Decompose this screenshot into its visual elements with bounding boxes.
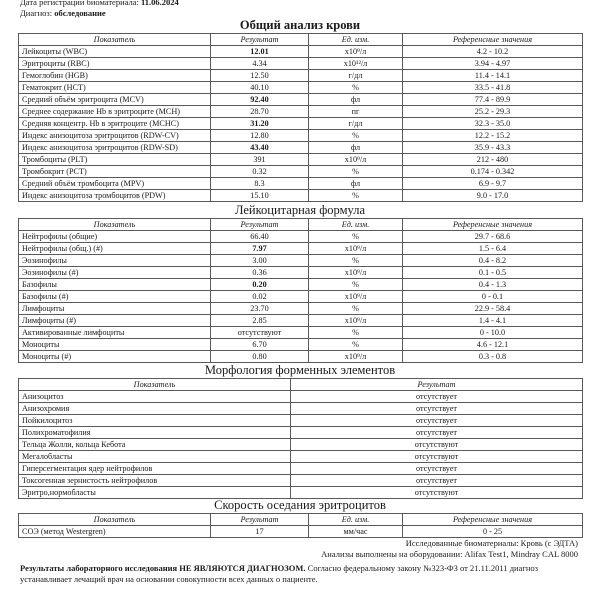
parameter-name: Нейтрофилы (общие) bbox=[19, 231, 211, 243]
esr-table bbox=[18, 513, 583, 538]
result-value: 92.40 bbox=[211, 94, 309, 106]
result-value: отсутствует bbox=[291, 475, 583, 487]
parameter-name: Гематокрит (HCT) bbox=[19, 82, 211, 94]
table-row bbox=[19, 327, 583, 339]
table-row bbox=[19, 166, 583, 178]
column-header: Ед. изм. bbox=[309, 514, 403, 526]
table-row bbox=[19, 526, 583, 538]
biomaterial-note: Исследованные биоматериалы: Кровь (с ЭДТА) bbox=[405, 538, 578, 548]
reference-range: 77.4 - 89.9 bbox=[403, 94, 583, 106]
parameter-name: Среднее содержание Hb в эритроците (MCH) bbox=[19, 106, 211, 118]
parameter-name: Средний объём эритроцита (MCV) bbox=[19, 94, 211, 106]
result-value: отсутствуют bbox=[211, 327, 309, 339]
reference-range: 0.174 - 0.342 bbox=[403, 166, 583, 178]
column-header: Ед. изм. bbox=[309, 219, 403, 231]
column-header: Результат bbox=[291, 379, 583, 391]
parameter-name: Тромбокрит (PCT) bbox=[19, 166, 211, 178]
table-row bbox=[19, 391, 583, 403]
disclaimer-line2: устанавливает лечащий врач на основании совокупности всех данных о пациенте. bbox=[20, 574, 318, 584]
parameter-name: Моноциты (#) bbox=[19, 351, 211, 363]
table-row bbox=[19, 70, 583, 82]
column-header: Референсные значения bbox=[403, 34, 583, 46]
disclaimer-line1: Результаты лабораторного исследования НЕ ЯВЛЯЮТСЯ ДИАГНОЗОМ. Согласно федеральному закону №323-ФЗ от 21.11.2011 диагноз bbox=[20, 563, 539, 573]
column-header: Результат bbox=[211, 34, 309, 46]
parameter-name: Средняя концентр. Hb в эритроците (MCHC) bbox=[19, 118, 211, 130]
table-row bbox=[19, 351, 583, 363]
result-value: 7.97 bbox=[211, 243, 309, 255]
parameter-name: Эритроциты (RBC) bbox=[19, 58, 211, 70]
unit: фл bbox=[309, 178, 403, 190]
parameter-name: Лимфоциты (#) bbox=[19, 315, 211, 327]
column-header: Результат bbox=[211, 514, 309, 526]
unit: % bbox=[309, 255, 403, 267]
reference-range: 11.4 - 14.1 bbox=[403, 70, 583, 82]
result-value: 15.10 bbox=[211, 190, 309, 202]
differential-title: Лейкоцитарная формула bbox=[234, 203, 366, 217]
result-value: 43.40 bbox=[211, 142, 309, 154]
table-header-row bbox=[19, 34, 583, 46]
result-value: 12.80 bbox=[211, 130, 309, 142]
parameter-name: Анизохромия bbox=[19, 403, 291, 415]
result-value: 66.40 bbox=[211, 231, 309, 243]
parameter-name: Индекс анизоцитоза эритроцитов (RDW-CV) bbox=[19, 130, 211, 142]
parameter-name: Токсогенная зернистость нейтрофилов bbox=[19, 475, 291, 487]
result-value: 0.32 bbox=[211, 166, 309, 178]
table-row bbox=[19, 451, 583, 463]
parameter-name: Базофилы (#) bbox=[19, 291, 211, 303]
table-row bbox=[19, 475, 583, 487]
unit: г/дл bbox=[309, 118, 403, 130]
unit: x10⁹/л bbox=[309, 46, 403, 58]
parameter-name: Пойкилоцитоз bbox=[19, 415, 291, 427]
table-row bbox=[19, 243, 583, 255]
result-value: 3.00 bbox=[211, 255, 309, 267]
column-header: Референсные значения bbox=[403, 514, 583, 526]
parameter-name: Активированные лимфоциты bbox=[19, 327, 211, 339]
table-row bbox=[19, 463, 583, 475]
unit: x10⁹/л bbox=[309, 315, 403, 327]
table-row bbox=[19, 118, 583, 130]
table-row bbox=[19, 231, 583, 243]
result-value: 17 bbox=[211, 526, 309, 538]
unit: % bbox=[309, 339, 403, 351]
result-value: отсутствуют bbox=[291, 487, 583, 499]
reference-range: 32.3 - 35.0 bbox=[403, 118, 583, 130]
reference-range: 33.5 - 41.8 bbox=[403, 82, 583, 94]
column-header: Показатель bbox=[19, 379, 291, 391]
unit: x10⁹/л bbox=[309, 291, 403, 303]
parameter-name: Эозинофилы bbox=[19, 255, 211, 267]
table-row bbox=[19, 427, 583, 439]
unit: % bbox=[309, 327, 403, 339]
reference-range: 4.2 - 10.2 bbox=[403, 46, 583, 58]
diagnosis: Диагноз: обследование bbox=[20, 8, 106, 18]
parameter-name: Индекс анизоцитоза эритроцитов (RDW-SD) bbox=[19, 142, 211, 154]
reference-range: 1.4 - 4.1 bbox=[403, 315, 583, 327]
unit: % bbox=[309, 190, 403, 202]
parameter-name: Лейкоциты (WBC) bbox=[19, 46, 211, 58]
reference-range: 212 - 480 bbox=[403, 154, 583, 166]
unit: x10¹²/л bbox=[309, 58, 403, 70]
reference-range: 12.2 - 15.2 bbox=[403, 130, 583, 142]
result-value: 40.10 bbox=[211, 82, 309, 94]
table-row bbox=[19, 303, 583, 315]
reference-range: 0.4 - 1.3 bbox=[403, 279, 583, 291]
table-row bbox=[19, 315, 583, 327]
reference-range: 3.94 - 4.97 bbox=[403, 58, 583, 70]
unit: г/дл bbox=[309, 70, 403, 82]
unit: % bbox=[309, 303, 403, 315]
table-row bbox=[19, 279, 583, 291]
table-row bbox=[19, 130, 583, 142]
parameter-name: Мегалобласты bbox=[19, 451, 291, 463]
registration-date: Дата регистрации биоматериала: 11.06.2024 bbox=[20, 0, 179, 7]
reference-range: 35.9 - 43.3 bbox=[403, 142, 583, 154]
table-header-row bbox=[19, 379, 583, 391]
result-value: отсутствует bbox=[291, 427, 583, 439]
parameter-name: Эозинофилы (#) bbox=[19, 267, 211, 279]
reference-range: 1.5 - 6.4 bbox=[403, 243, 583, 255]
parameter-name: Базофилы bbox=[19, 279, 211, 291]
column-header: Показатель bbox=[19, 514, 211, 526]
result-value: 391 bbox=[211, 154, 309, 166]
result-value: 6.70 bbox=[211, 339, 309, 351]
parameter-name: Средний объём тромбоцита (MPV) bbox=[19, 178, 211, 190]
unit: % bbox=[309, 166, 403, 178]
result-value: отсутствует bbox=[291, 415, 583, 427]
unit: % bbox=[309, 231, 403, 243]
result-value: 0.20 bbox=[211, 279, 309, 291]
parameter-name: СОЭ (метод Westergren) bbox=[19, 526, 211, 538]
unit: % bbox=[309, 82, 403, 94]
table-row bbox=[19, 94, 583, 106]
column-header: Референсные значения bbox=[403, 219, 583, 231]
reference-range: 0 - 25 bbox=[403, 526, 583, 538]
reference-range: 29.7 - 68.6 bbox=[403, 231, 583, 243]
column-header: Показатель bbox=[19, 34, 211, 46]
reference-range: 0.1 - 0.5 bbox=[403, 267, 583, 279]
column-header: Ед. изм. bbox=[309, 34, 403, 46]
parameter-name: Лимфоциты bbox=[19, 303, 211, 315]
result-value: 28.70 bbox=[211, 106, 309, 118]
result-value: отсутствует bbox=[291, 391, 583, 403]
parameter-name: Анизоцитоз bbox=[19, 391, 291, 403]
parameter-name: Гемоглобин (HGB) bbox=[19, 70, 211, 82]
reference-range: 9.0 - 17.0 bbox=[403, 190, 583, 202]
result-value: 12.01 bbox=[211, 46, 309, 58]
reference-range: 0 - 0.1 bbox=[403, 291, 583, 303]
result-value: 31.20 bbox=[211, 118, 309, 130]
result-value: 0.80 bbox=[211, 351, 309, 363]
reference-range: 0 - 10.0 bbox=[403, 327, 583, 339]
unit: x10⁹/л bbox=[309, 154, 403, 166]
result-value: 12.50 bbox=[211, 70, 309, 82]
result-value: отсутствуют bbox=[291, 451, 583, 463]
esr-title: Скорость оседания эритроцитов bbox=[214, 498, 386, 512]
column-header: Показатель bbox=[19, 219, 211, 231]
table-row bbox=[19, 439, 583, 451]
table-row bbox=[19, 487, 583, 499]
cbc-table bbox=[18, 33, 583, 202]
table-row bbox=[19, 267, 583, 279]
table-row bbox=[19, 291, 583, 303]
result-value: 23.70 bbox=[211, 303, 309, 315]
table-row bbox=[19, 190, 583, 202]
result-value: отсутствует bbox=[291, 403, 583, 415]
table-row bbox=[19, 403, 583, 415]
equipment-note: Анализы выполнены на оборудовании: Alifax Test1, Mindray CAL 8000 bbox=[321, 549, 578, 559]
reference-range: 4.6 - 12.1 bbox=[403, 339, 583, 351]
reference-range: 6.9 - 9.7 bbox=[403, 178, 583, 190]
unit: мм/час bbox=[309, 526, 403, 538]
parameter-name: Гиперсегментация ядер нейтрофилов bbox=[19, 463, 291, 475]
column-header: Результат bbox=[211, 219, 309, 231]
parameter-name: Моноциты bbox=[19, 339, 211, 351]
table-row bbox=[19, 58, 583, 70]
unit: % bbox=[309, 279, 403, 291]
table-row bbox=[19, 106, 583, 118]
table-row bbox=[19, 178, 583, 190]
reference-range: 0.3 - 0.8 bbox=[403, 351, 583, 363]
table-row bbox=[19, 255, 583, 267]
parameter-name: Нейтрофилы (общ.) (#) bbox=[19, 243, 211, 255]
table-row bbox=[19, 154, 583, 166]
reference-range: 0.4 - 8.2 bbox=[403, 255, 583, 267]
parameter-name: Тельца Жолли, кольца Кебота bbox=[19, 439, 291, 451]
parameter-name: Тромбоциты (PLT) bbox=[19, 154, 211, 166]
reference-range: 25.2 - 29.3 bbox=[403, 106, 583, 118]
unit: x10⁹/л bbox=[309, 351, 403, 363]
parameter-name: Эритро,нормобласты bbox=[19, 487, 291, 499]
differential-table bbox=[18, 218, 583, 363]
result-value: 0.36 bbox=[211, 267, 309, 279]
cbc-title: Общий анализ крови bbox=[239, 18, 361, 32]
result-value: 8.3 bbox=[211, 178, 309, 190]
result-value: отсутствует bbox=[291, 463, 583, 475]
table-header-row bbox=[19, 219, 583, 231]
unit: фл bbox=[309, 142, 403, 154]
result-value: 0.02 bbox=[211, 291, 309, 303]
morphology-title: Морфология форменных элементов bbox=[204, 363, 396, 377]
morphology-table bbox=[18, 378, 583, 499]
unit: % bbox=[309, 130, 403, 142]
parameter-name: Индекс анизоцитоза тромбоцитов (PDW) bbox=[19, 190, 211, 202]
result-value: 2.85 bbox=[211, 315, 309, 327]
table-row bbox=[19, 339, 583, 351]
table-row bbox=[19, 82, 583, 94]
result-value: 4.34 bbox=[211, 58, 309, 70]
table-row bbox=[19, 46, 583, 58]
reference-range: 22.9 - 58.4 bbox=[403, 303, 583, 315]
unit: пг bbox=[309, 106, 403, 118]
result-value: отсутствуют bbox=[291, 439, 583, 451]
table-row bbox=[19, 142, 583, 154]
unit: фл bbox=[309, 94, 403, 106]
table-header-row bbox=[19, 514, 583, 526]
table-row bbox=[19, 415, 583, 427]
unit: x10⁹/л bbox=[309, 243, 403, 255]
parameter-name: Полихроматофилия bbox=[19, 427, 291, 439]
unit: x10⁹/л bbox=[309, 267, 403, 279]
